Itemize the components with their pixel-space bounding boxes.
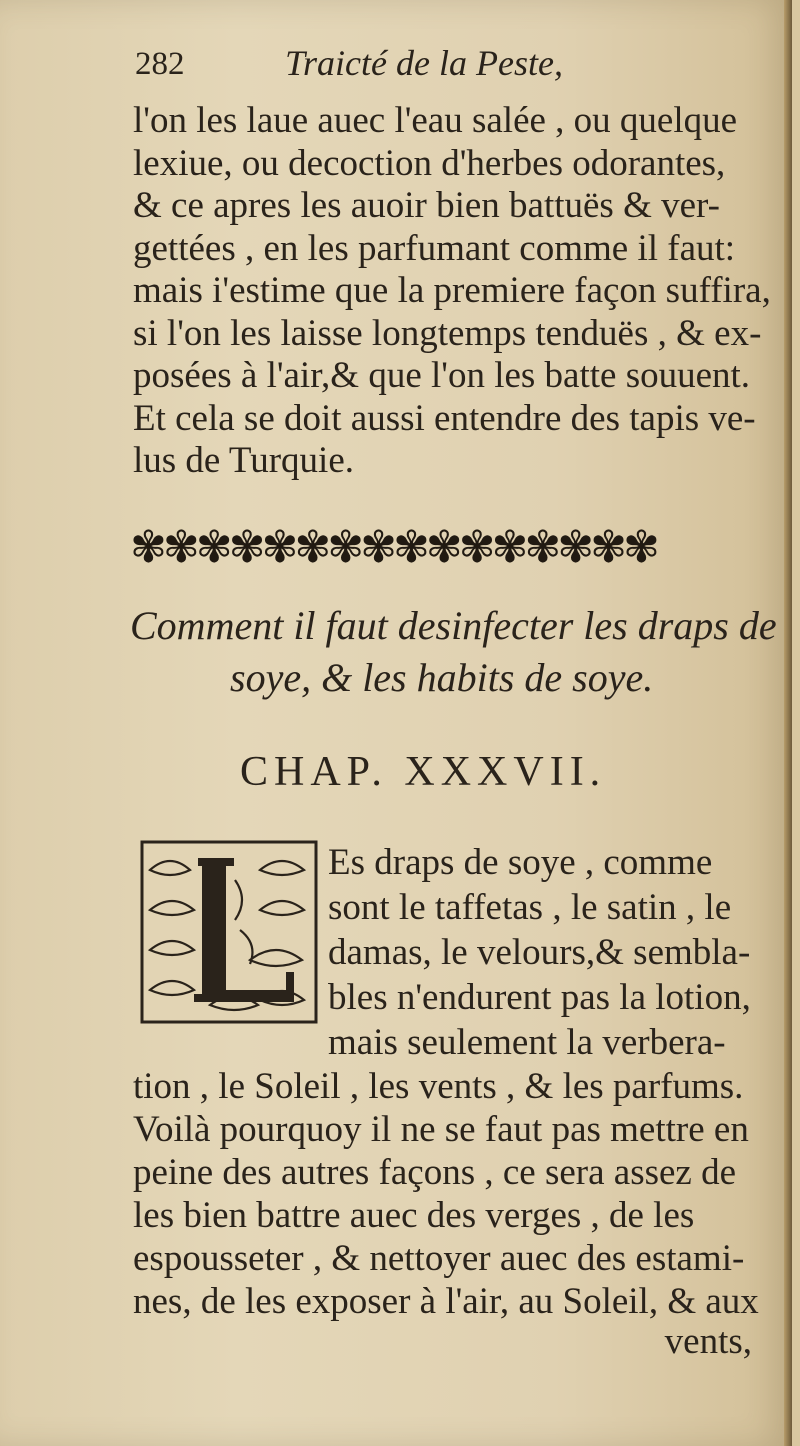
text-line: & ce apres les auoir bien battuës & ver- — [133, 185, 720, 226]
chapter-title-line: Comment il faut desinfecter les draps de — [130, 603, 777, 648]
text-line: tion , le Soleil , les vents , & les parfums. — [133, 1066, 744, 1107]
text-line: mais i'estime que la premiere façon suffira, — [133, 270, 771, 311]
page-edge — [784, 0, 792, 1446]
text-line: lexiue, ou decoction d'herbes odorantes, — [133, 142, 726, 184]
ornamental-band: ✾✾✾✾✾✾✾✾✾✾✾✾✾✾✾✾ — [130, 522, 656, 573]
text-line: gettées , en les parfumant comme il faut: — [133, 227, 736, 269]
running-title: Traicté de la Peste, — [285, 43, 563, 83]
chapter-title — [130, 600, 780, 704]
text-line: damas, le velours,& sembla- — [328, 932, 751, 973]
text-line: l'on les laue auec l'eau salée , ou quelque — [133, 100, 738, 141]
text-line: peine des autres façons , ce sera assez de — [133, 1152, 737, 1193]
text-line: Es draps de soye , comme — [328, 842, 713, 883]
catchword: vents, — [664, 1321, 752, 1362]
text-line: Voilà pourquoy il ne se faut pas mettre en — [133, 1109, 749, 1150]
text-line: mais seulement la verbera- — [328, 1022, 726, 1063]
text-line: les bien battre auec des verges , de les — [133, 1195, 695, 1236]
paragraph-2-full — [133, 1065, 773, 1323]
text-line: posées à l'air,& que l'on les batte souuent. — [133, 355, 751, 396]
chapter-title-line: soye, & les habits de soye. — [230, 655, 654, 700]
text-line: espousseter , & nettoyer auec des estami- — [133, 1238, 745, 1279]
paragraph-1 — [133, 100, 773, 483]
text-line: lus de Turquie. — [133, 440, 355, 481]
chapter-number: CHAP. XXXVII. — [240, 749, 607, 795]
text-line: sont le taffetas , le satin , le — [328, 887, 732, 928]
page-header — [135, 40, 735, 100]
drop-cap-initial — [140, 840, 318, 1024]
text-line: Et cela se doit aussi entendre des tapis ve- — [133, 397, 756, 439]
text-line: si l'on les laisse longtemps tenduës , & ex- — [133, 312, 762, 354]
text-line: bles n'endurent pas la lotion, — [328, 977, 751, 1018]
paragraph-2-indented — [328, 840, 778, 1065]
page-number: 282 — [135, 46, 185, 82]
text-line: nes, de les exposer à l'air, au Soleil, & aux — [133, 1281, 759, 1322]
